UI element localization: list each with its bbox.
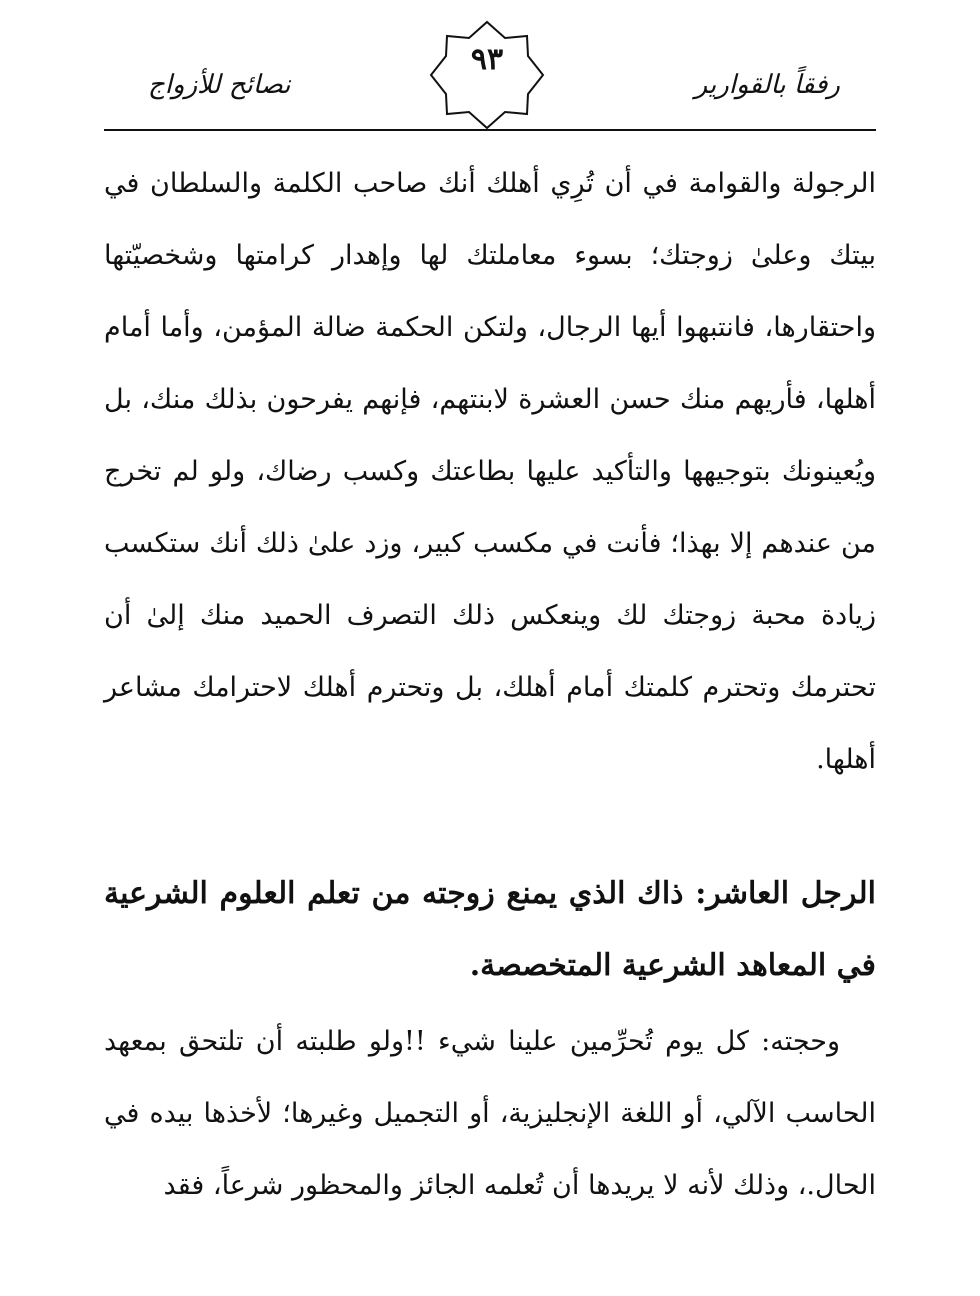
body-paragraph-1 [104, 148, 876, 796]
page-header [0, 0, 980, 140]
page-number: ٩٣ [470, 42, 504, 77]
header-divider [104, 129, 876, 131]
body-paragraph-2: وحجته: كل يوم تُحرِّمين علينا شيء !!ولو طلبته أن تلتحق بمعهد الحاسب الآلي، أو اللغة الإنجليزية، أو التجميل وغيرها؛ لأخذها بيده في الحال.، وذلك لأنه لا يريدها أن تُعلمه الجائز والمحظور شرعاً، فقد [104, 1026, 876, 1201]
book-title: رفقاً بالقوارير [694, 70, 840, 100]
section-heading: الرجل العاشر: ذاك الذي يمنع زوجته من تعلم العلوم الشرعية في المعاهد الشرعية المتخصصة. [104, 876, 876, 983]
paragraph-text: الرجولة والقوامة في أن تُرِي أهلك أنك صاحب الكلمة والسلطان في بيتك وعلىٰ زوجتك؛ بسوء معاملتك لها وإهدار كرامتها وشخصيّتها واحتقارها، فانتبهوا أيها الرجال، ولتكن الحكمة ضالة المؤمن، وأما أمام أهلها، فأريهم منك حسن العشرة لابنتهم، فإنهم يفرحون بذلك منك، بل ويُعينونك بتوجيهها والتأكيد عليها بطاعتك وكسب رضاك، ولو لم تخرج من عندهم إلا بهذا؛ فأنت في مكسب كبير، وزد علىٰ ذلك أنك ستكسب زيادة محبة زوجتك لك وينعكس ذلك التصرف الحميد منك إلىٰ أن تحترمك وتحترم كلمتك أمام أهلك، بل وتحترم أهلك لاحترامك مشاعر أهلها. [104, 168, 876, 775]
book-section-title: نصائح للأزواج [148, 70, 291, 100]
